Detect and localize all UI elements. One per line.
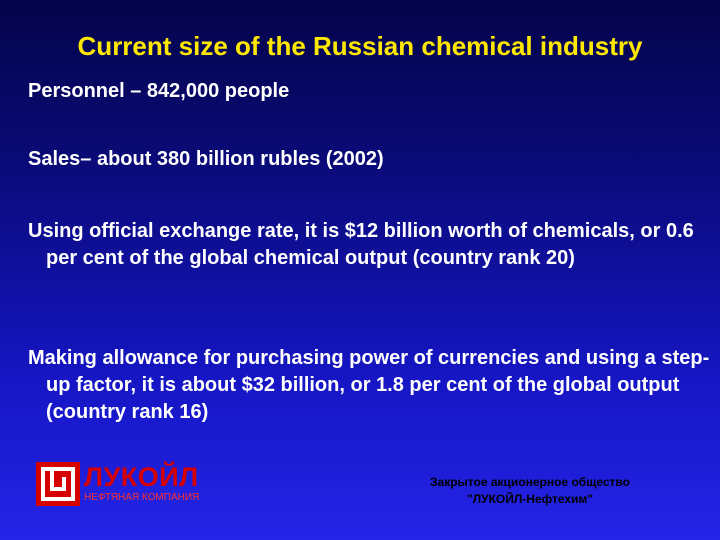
bullet-sales: Sales– about 380 billion rubles (2002) <box>28 148 384 170</box>
bullet-official-exchange-rate: Using official exchange rate, it is $12 billion worth of chemicals, or 0.6 per cent of the global chemical output (country rank 20) <box>28 220 694 269</box>
bullet-personnel: Personnel – 842,000 people <box>28 80 290 102</box>
logo-subtitle: НЕФТЯНАЯ КОМПАНИЯ <box>84 492 200 503</box>
company-name <box>380 474 680 508</box>
logo-name: ЛУКОЙЛ <box>84 462 199 492</box>
bullet-purchasing-power: Making allowance for purchasing power of currencies and using a step-up factor, it is about $32 billion, or 1.8 per cent of the global output (country rank 16) <box>28 347 710 423</box>
slide-title: Current size of the Russian chemical industry <box>77 31 643 61</box>
company-line-2: "ЛУКОЙЛ-Нефтехим" <box>467 492 593 506</box>
company-line-1: Закрытое акционерное общество <box>430 475 630 489</box>
lukoil-logo-icon <box>36 462 80 506</box>
